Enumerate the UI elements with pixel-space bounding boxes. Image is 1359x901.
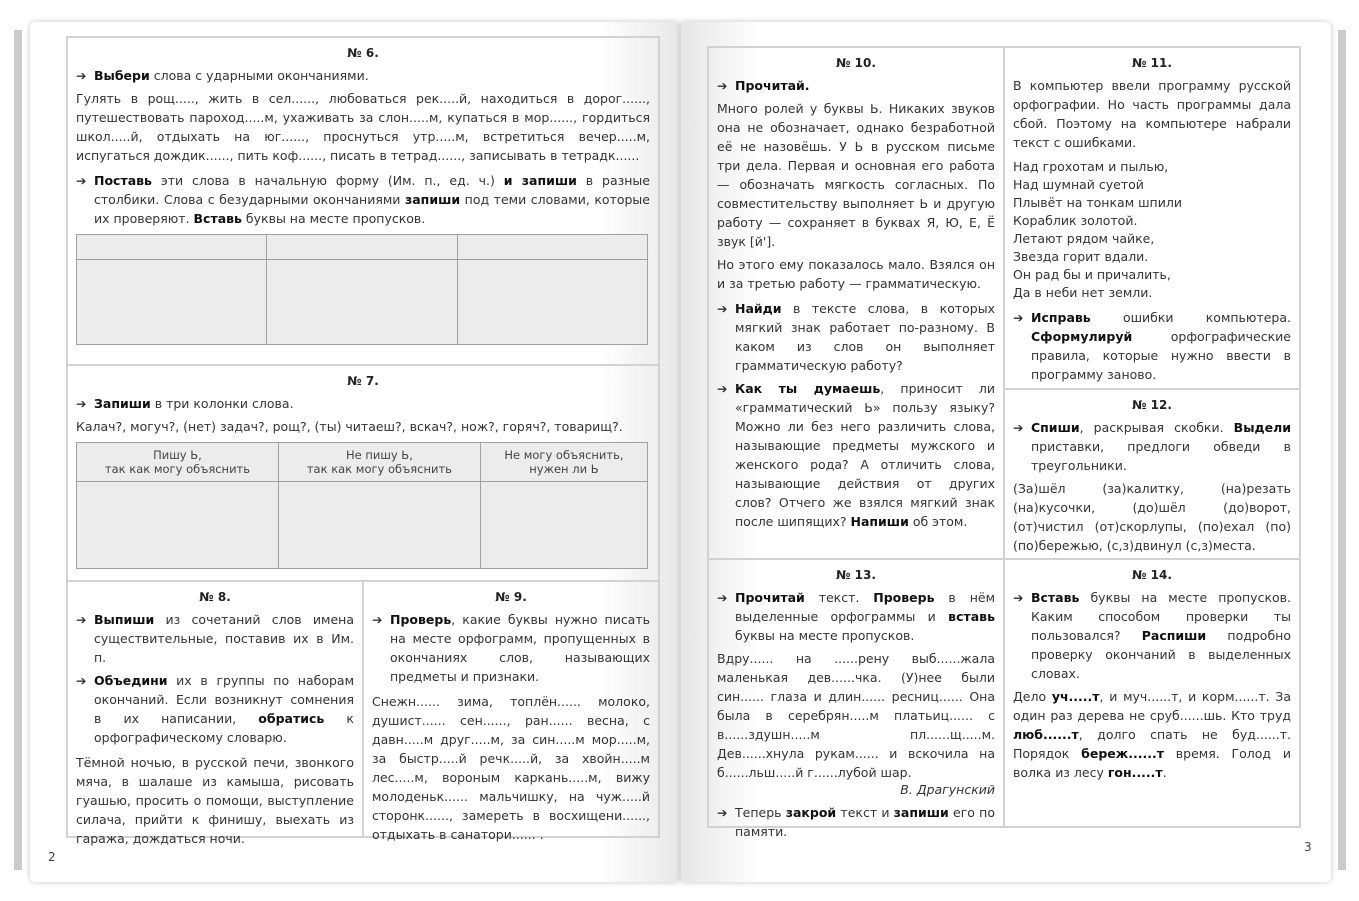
exercise-13-title: № 13. xyxy=(836,568,876,582)
poem-line: Звезда горит вдали. xyxy=(1013,249,1149,264)
exercise-7-answer-table xyxy=(76,442,648,569)
arrow-right-icon: ➔ xyxy=(1013,310,1024,325)
exercise-9-task: ➔ Проверь, какие буквы нужно писать на месте орфограмм, пропущенных в окончаниях слов, называющих предметы и признаки. xyxy=(372,612,650,684)
answer-cell[interactable] xyxy=(77,482,279,569)
answer-cell[interactable] xyxy=(267,260,457,345)
exercise-13-task-1: ➔ Прочитай текст. Проверь в нём выделенные орфограммы и вставь буквы на месте пропусков. xyxy=(717,590,995,643)
exercise-10-text-2: Но этого ему показалось мало. Взялся он и за третью работу — грамматическую. xyxy=(717,257,995,291)
exercise-8-task-1: ➔ Выпиши из сочетаний слов имена существительные, поставив их в Им. п. xyxy=(76,612,354,665)
poem-line: Летают рядом чайке, xyxy=(1013,231,1155,246)
answer-cell[interactable] xyxy=(457,260,647,345)
exercise-13-task-2: ➔ Теперь закрой текст и запиши его по памяти. xyxy=(717,805,995,839)
exercise-13-author: В. Драгунский xyxy=(900,782,995,797)
column-header-1: Пишу Ь, так как могу объяснить xyxy=(77,443,279,482)
exercise-6-task-1: ➔ Выбери слова с ударными окончаниями. xyxy=(76,68,369,83)
exercise-11-text: В компьютер ввели программу русской орфографии. Но часть программы дала сбой. Поэтому на компьютере набрали текст с ошибками. xyxy=(1013,78,1291,150)
exercise-11-poem xyxy=(1013,158,1291,302)
arrow-right-icon: ➔ xyxy=(717,78,728,93)
exercise-9 xyxy=(362,580,660,842)
right-page xyxy=(681,22,1331,882)
arrow-right-icon: ➔ xyxy=(1013,420,1024,435)
exercise-8-title: № 8. xyxy=(199,590,231,604)
poem-line: Он рад бы и причалить, xyxy=(1013,267,1171,282)
arrow-right-icon: ➔ xyxy=(76,673,87,688)
column-header-3: Не могу объяснить, нужен ли Ь xyxy=(480,443,647,482)
poem-line: Над грохотам и пылью, xyxy=(1013,159,1169,174)
exercise-10-task-3: ➔ Как ты думаешь, приносит ли «грамматический Ь» пользу языку? Можно ли без него различить слова, называющие предметы мужского и женского рода? А отличить слова, называющие действия от других слов? Отчего же взялся мягкий знак после шипящих? Напиши об этом. xyxy=(717,381,995,529)
left-page-edges xyxy=(14,30,22,870)
exercise-12-task: ➔ Спиши, раскрывая скобки. Выдели приставки, предлоги обведи в треугольники. xyxy=(1013,420,1291,473)
answer-cell[interactable] xyxy=(457,235,647,260)
poem-line: Да в неби нет земли. xyxy=(1013,285,1153,300)
exercise-12 xyxy=(1003,388,1301,560)
exercise-14-title: № 14. xyxy=(1132,568,1172,582)
exercise-10 xyxy=(707,46,1005,560)
exercise-12-title: № 12. xyxy=(1132,398,1172,412)
exercise-6-text: Гулять в рощ....., жить в сел......, любоваться рек.....й, находиться в дорог......, путешествовать пароход.....м, ухаживать за слон.....м, купаться в мор......, гордиться школ.....й, отдыхать на юг......, проснуться утр.....м, встретиться вечер.....м, испугаться дождик......, пить коф......, писать в тетрад......, записывать в тетрадк...... xyxy=(76,91,650,163)
exercise-8 xyxy=(66,580,364,846)
exercise-8-task-2: ➔ Объедини их в группы по наборам окончаний. Если возникнут сомнения в их написании, обратись к орфографическому словарю. xyxy=(76,673,354,745)
exercise-6-answer-table xyxy=(76,234,648,345)
left-page xyxy=(30,22,678,882)
exercise-14 xyxy=(1003,558,1301,828)
exercise-10-task-1: ➔ Прочитай. xyxy=(717,78,810,93)
page-number-right: 3 xyxy=(1304,840,1312,854)
exercise-7-task: ➔ Запиши в три колонки слова. xyxy=(76,396,294,411)
answer-cell[interactable] xyxy=(267,235,457,260)
exercise-6 xyxy=(66,36,660,366)
arrow-right-icon: ➔ xyxy=(76,68,87,83)
exercise-9-text: Снежн...... зима, топлён...... молоко, душист...... сен......, ран...... весна, с давн.....м друг.....м, за син.....м мор.....м, за быстр.....й речк.....й, за хвойн.....м лес.....м, вороным каркань.....м, вижу молоденьк...... мальчишку, на чуж.....й сторонк......, замереть в восхищени......, отдыхать в санатори...... . xyxy=(372,694,650,842)
exercise-11-task: ➔ Исправь ошибки компьютера. Сформулируй орфографические правила, которые нужно ввести в программу заново. xyxy=(1013,310,1291,382)
arrow-right-icon: ➔ xyxy=(76,173,87,188)
exercise-13-text: Вдру...... на ......рену выб......жала маленькая дев......чка. (У)нее были син...... глаза и длин...... ресниц...... Она была в серебрян.....м платьиц...... с в......здушн.....м пл......щ.....м. Дев......хнула рукам...... и вскочила на б......льш.....й г......лубой шар. xyxy=(717,651,995,780)
poem-line: Плывёт на тонкам шпили xyxy=(1013,195,1182,210)
exercise-13 xyxy=(707,558,1005,839)
exercise-8-text: Тёмной ночью, в русской печи, звонкого мяча, в шалаше из камыша, рисовать гуашью, просить о помощи, выступление силача, прийти к финишу, выехать из гаража, дождаться ночи. xyxy=(76,755,354,846)
arrow-right-icon: ➔ xyxy=(1013,590,1024,605)
arrow-right-icon: ➔ xyxy=(717,805,728,820)
answer-cell[interactable] xyxy=(77,235,267,260)
page-number-left: 2 xyxy=(48,850,56,864)
poem-line: Кораблик золотой. xyxy=(1013,213,1138,228)
exercise-12-text: (За)шёл (за)калитку, (на)резать (на)кусочки, (до)шёл (до)ворот, (от)чистил (от)скорлупы, (по)ехал (по)(по)бережью, (с,з)двинул (с,з)места. xyxy=(1013,481,1291,553)
arrow-right-icon: ➔ xyxy=(717,301,728,316)
exercise-11-title: № 11. xyxy=(1132,56,1172,70)
answer-cell[interactable] xyxy=(77,260,267,345)
exercise-6-title: № 6. xyxy=(347,46,379,60)
exercise-9-title: № 9. xyxy=(495,590,527,604)
answer-cell[interactable] xyxy=(480,482,647,569)
arrow-right-icon: ➔ xyxy=(717,590,728,605)
exercise-10-text-1: Много ролей у буквы Ь. Никаких звуков она не обозначает, однако безработной её не назовёшь. У Ь в русском письме три дела. Первая и основная его работа — обозначать мягкость согласных. По совместительству выполняет Ь и другую работу — сохраняет в буквах Я, Ю, Е, Ё звук [й']. xyxy=(717,101,995,249)
right-page-edges xyxy=(1338,30,1346,870)
exercise-6-task-2: ➔ Поставь эти слова в начальную форму (Им. п., ед. ч.) и запиши в разные столбики. Слова с безударными окончаниями запиши под теми словами, которые их проверяют. Вставь буквы на месте пропусков. xyxy=(76,173,650,226)
exercise-10-task-2: ➔ Найди в тексте слова, в которых мягкий знак работает по-разному. В каком из слов он выполняет грамматическую работу? xyxy=(717,301,995,373)
exercise-14-task: ➔ Вставь буквы на месте пропусков. Каким способом проверки ты пользовался? Распиши подробно проверку окончаний в выделенных словах. xyxy=(1013,590,1291,681)
arrow-right-icon: ➔ xyxy=(76,396,87,411)
answer-cell[interactable] xyxy=(278,482,480,569)
arrow-right-icon: ➔ xyxy=(372,612,383,627)
arrow-right-icon: ➔ xyxy=(76,612,87,627)
exercise-14-text: Дело уч.....т, и муч......т, и корм......т. За один раз дерева не сруб......шь. Кто труд люб......т, долго спать не буд......т. Порядок береж......т время. Голод и волка из лесу гон.....т. xyxy=(1013,689,1291,780)
poem-line: Над шумнай суетой xyxy=(1013,177,1144,192)
exercise-7 xyxy=(66,364,660,582)
exercise-11 xyxy=(1003,46,1301,390)
arrow-right-icon: ➔ xyxy=(717,381,728,396)
exercise-7-text: Калач?, могуч?, (нет) задач?, рощ?, (ты) читаеш?, вскач?, нож?, горяч?, товарищ?. xyxy=(76,419,623,434)
column-header-2: Не пишу Ь, так как могу объяснить xyxy=(278,443,480,482)
exercise-10-title: № 10. xyxy=(836,56,876,70)
exercise-7-title: № 7. xyxy=(347,374,379,388)
